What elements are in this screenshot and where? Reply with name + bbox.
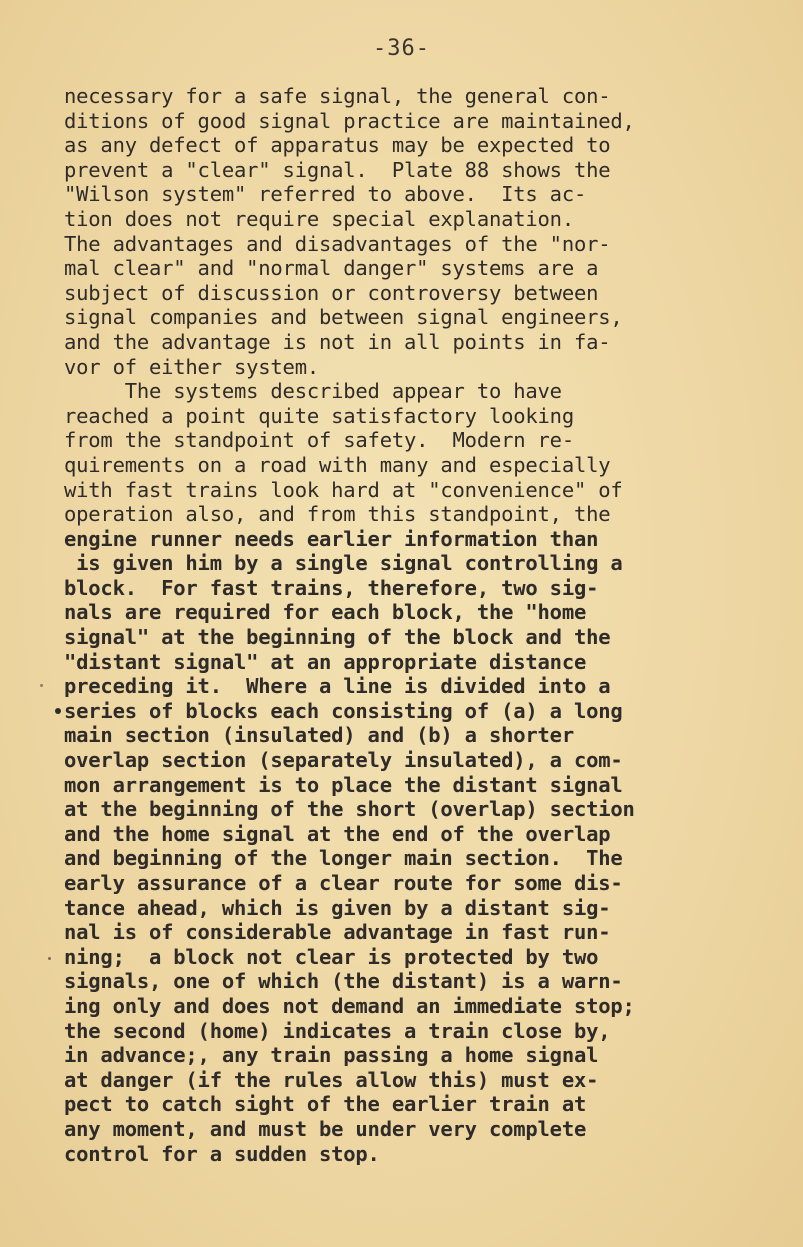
text-line: any moment, and must be under very complete xyxy=(64,1116,587,1141)
text-line: necessary for a safe signal, the general con- xyxy=(64,84,611,108)
text-line: tance ahead, which is given by a distant sig- xyxy=(64,895,611,920)
text-line: the second (home) indicates a train close by, xyxy=(64,1018,611,1043)
margin-dot-mark xyxy=(55,708,61,714)
text-line: subject of discussion or controversy between xyxy=(64,280,599,305)
text-line: is given him by a single signal controlling a xyxy=(64,551,623,576)
text-line: "Wilson system" referred to above. Its ac- xyxy=(64,182,587,207)
text-line: The advantages and disadvantages of the "nor- xyxy=(64,231,611,256)
body-text xyxy=(64,84,784,1166)
text-line: signal" at the beginning of the block and the xyxy=(64,625,611,650)
page-number: -36- xyxy=(373,36,430,61)
text-line: from the standpoint of safety. Modern re- xyxy=(64,428,574,453)
text-line: with fast trains look hard at "convenience" of xyxy=(64,477,623,502)
text-line: tion does not require special explanation. xyxy=(64,206,574,231)
text-line: and beginning of the longer main section. The xyxy=(64,846,623,871)
text-line: in advance;, any train passing a home signal xyxy=(64,1043,599,1068)
text-line: ing only and does not demand an immediate stop; xyxy=(64,993,635,1018)
text-line: as any defect of apparatus may be expected to xyxy=(64,133,611,158)
text-line: control for a sudden stop. xyxy=(64,1141,380,1166)
text-line: The systems described appear to have xyxy=(64,379,562,404)
margin-dot-mark xyxy=(48,957,51,960)
text-line: signals, one of which (the distant) is a warn- xyxy=(64,969,623,994)
text-line: quirements on a road with many and especially xyxy=(64,452,611,477)
text-line: nals are required for each block, the "home xyxy=(64,600,587,625)
text-line: prevent a "clear" signal. Plate 88 shows the xyxy=(64,157,611,182)
text-line: "distant signal" at an appropriate distance xyxy=(64,649,587,674)
text-line: and the advantage is not in all points in fa- xyxy=(64,329,611,354)
text-line: at danger (if the rules allow this) must ex- xyxy=(64,1067,599,1092)
text-line: engine runner needs earlier information than xyxy=(64,526,599,551)
text-line: signal companies and between signal engineers, xyxy=(64,305,623,330)
text-line: preceding it. Where a line is divided into a xyxy=(64,674,611,699)
margin-dot-mark xyxy=(40,684,43,687)
text-line: main section (insulated) and (b) a shorter xyxy=(64,723,574,748)
text-line: mal clear" and "normal danger" systems are a xyxy=(64,256,599,281)
text-line: and the home signal at the end of the overlap xyxy=(64,821,611,846)
text-line: overlap section (separately insulated), a com- xyxy=(64,748,623,773)
text-line: ning; a block not clear is protected by two xyxy=(64,944,599,969)
text-line: ditions of good signal practice are maintained, xyxy=(64,108,635,133)
text-line: block. For fast trains, therefore, two sig- xyxy=(64,575,599,600)
text-line: vor of either system. xyxy=(64,354,319,379)
text-line: mon arrangement is to place the distant signal xyxy=(64,772,623,797)
text-line: early assurance of a clear route for some dis- xyxy=(64,871,623,895)
text-line: at the beginning of the short (overlap) section xyxy=(64,797,635,822)
text-line: series of blocks each consisting of (a) a long xyxy=(64,698,623,723)
text-line: pect to catch sight of the earlier train at xyxy=(64,1092,587,1117)
text-line: nal is of considerable advantage in fast run- xyxy=(64,920,611,945)
text-line: operation also, and from this standpoint, the xyxy=(64,502,611,527)
text-line: reached a point quite satisfactory looking xyxy=(64,403,574,428)
